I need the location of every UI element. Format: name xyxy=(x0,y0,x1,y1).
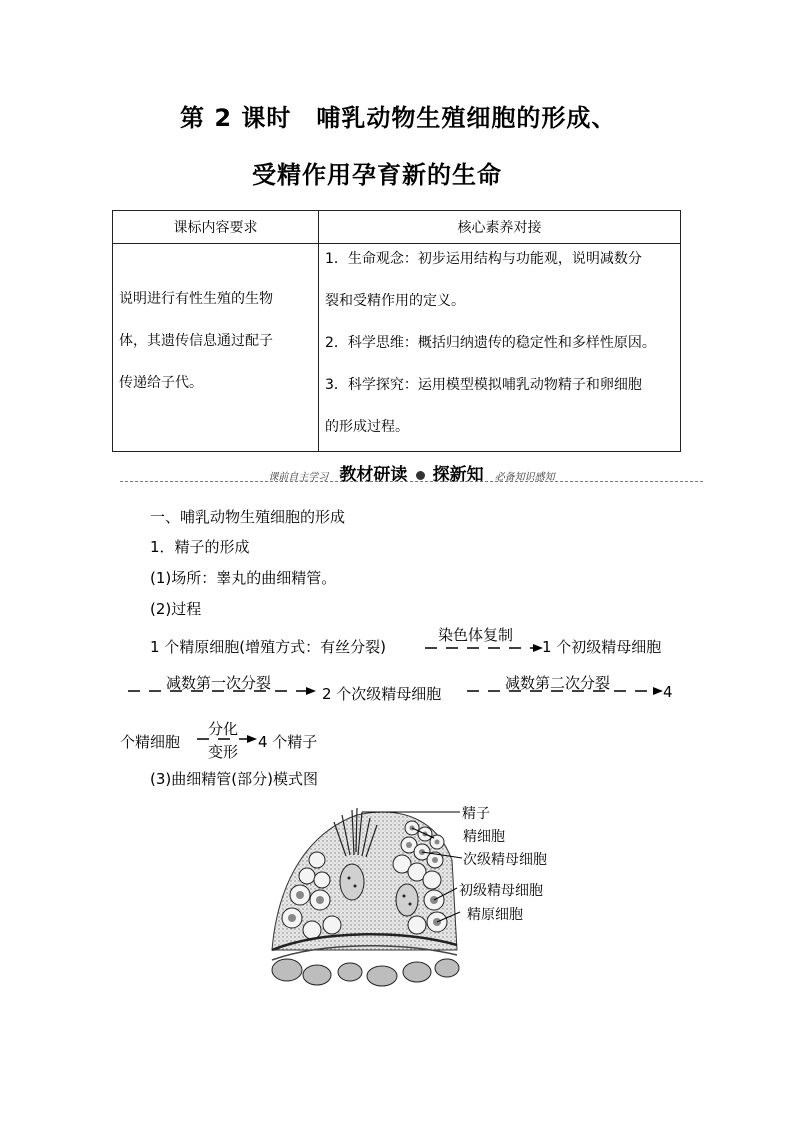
process-arrow-1 xyxy=(425,643,545,653)
arrow-label-differentiation: 分化 xyxy=(208,720,239,738)
banner-left-caption: 课前自主学习 xyxy=(268,472,329,483)
standards-table xyxy=(112,210,681,452)
arrow-label-replication: 染色体复制 xyxy=(438,626,514,644)
subsection-heading: 1．精子的形成 xyxy=(150,538,250,556)
label-spermatid: 精细胞 xyxy=(463,829,505,845)
requirement-line: 说明进行有性生殖的生物 xyxy=(119,291,273,307)
location-text: (1)场所：睾丸的曲细精管。 xyxy=(150,569,337,587)
process-step-sperm: 4 个精子 xyxy=(258,733,318,751)
process-step-spermatid: 个精细胞 xyxy=(120,733,181,751)
requirement-line: 传递给子代。 xyxy=(119,375,203,391)
banner-separator-icon xyxy=(416,471,425,480)
literacy-line: 裂和受精作用的定义。 xyxy=(325,293,465,309)
section-heading: 一、哺乳动物生殖细胞的形成 xyxy=(150,508,346,526)
process-count-four: 4 xyxy=(663,683,673,701)
literacy-line: 1．生命观念：初步运用结构与功能观，说明减数分 xyxy=(325,251,642,267)
process-step-primary-spermatocyte: 1 个初级精母细胞 xyxy=(542,638,662,656)
label-spermatogonium: 精原细胞 xyxy=(467,907,523,923)
seminiferous-tubule-diagram xyxy=(262,800,462,990)
process-heading: (2)过程 xyxy=(150,600,202,618)
label-sperm: 精子 xyxy=(462,806,490,822)
process-step-secondary-spermatocyte: 2 个次级精母细胞 xyxy=(322,685,442,703)
banner-title-right: 探新知 xyxy=(432,465,484,485)
label-primary-spermatocyte: 初级精母细胞 xyxy=(459,883,543,899)
arrow-label-deformation: 变形 xyxy=(208,743,239,761)
label-secondary-spermatocyte: 次级精母细胞 xyxy=(463,852,547,868)
table-header-left: 课标内容要求 xyxy=(113,211,319,244)
banner-title-left: 教材研读 xyxy=(339,465,408,485)
curriculum-requirement-cell xyxy=(113,244,319,452)
arrow-label-meiosis-1: 减数第一次分裂 xyxy=(166,674,272,692)
banner-right-caption: 必备知识感知 xyxy=(494,472,555,483)
literacy-line: 的形成过程。 xyxy=(325,419,409,435)
core-literacy-cell xyxy=(319,244,681,452)
literacy-line: 3．科学探究：运用模型模拟哺乳动物精子和卵细胞 xyxy=(325,377,642,393)
requirement-line: 体，其遗传信息通过配子 xyxy=(119,333,273,349)
literacy-line: 2．科学思维：概括归纳遗传的稳定性和多样性原因。 xyxy=(325,335,656,351)
figure-caption: (3)曲细精管(部分)模式图 xyxy=(150,770,318,788)
page-title-line2: 受精作用孕育新的生命 xyxy=(252,161,502,189)
process-step-spermatogonium: 1 个精原细胞(增殖方式：有丝分裂) xyxy=(150,638,387,656)
table-header-right: 核心素养对接 xyxy=(319,211,681,244)
arrow-label-meiosis-2: 减数第二次分裂 xyxy=(505,674,611,692)
banner-divider xyxy=(120,481,703,482)
page-title-line1: 第 2 课时 哺乳动物生殖细胞的形成、 xyxy=(180,104,617,132)
